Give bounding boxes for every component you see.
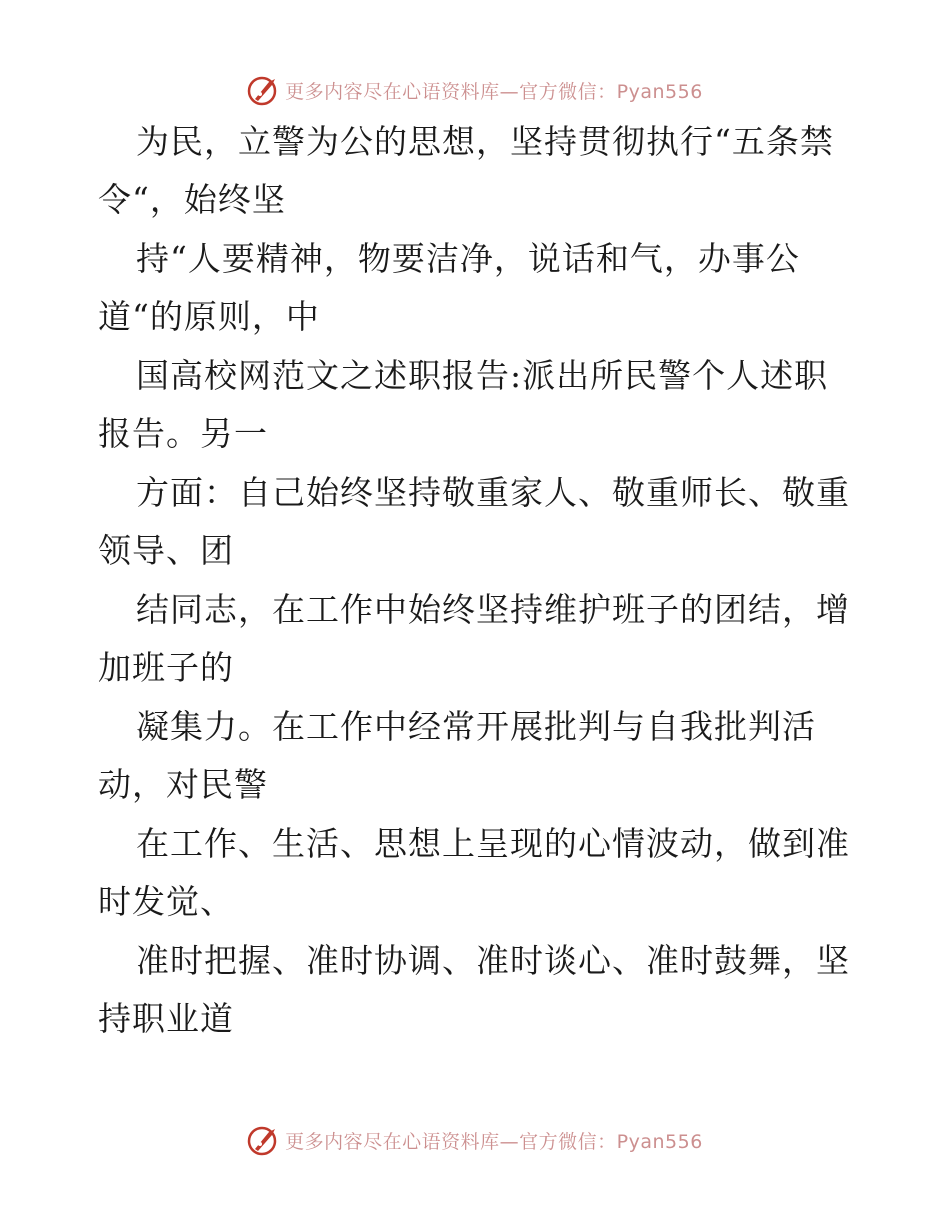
document-line: 凝集力。在工作中经常开展批判与自我批判活: [136, 707, 816, 746]
document-line: 道“的原则，中: [98, 297, 320, 336]
document-line: 准时把握、准时协调、准时谈心、准时鼓舞，坚: [136, 941, 850, 980]
document-line: 动，对民警: [98, 765, 268, 804]
document-line: 时发觉、: [98, 882, 234, 921]
pen-nib-logo-icon: [247, 1123, 281, 1157]
document-line: 结同志，在工作中始终坚持维护班子的团结，增: [136, 590, 850, 629]
document-line: 持“人要精神，物要洁净，说话和气，办事公: [136, 239, 800, 278]
document-line: 为民，立警为公的思想，坚持贯彻执行“五条禁: [136, 122, 834, 161]
document-line: 持职业道: [98, 999, 234, 1038]
document-line: 领导、团: [98, 531, 234, 570]
document-line: 加班子的: [98, 648, 234, 687]
document-line: 国高校网范文之述职报告:派出所民警个人述职: [136, 356, 829, 395]
header-banner: [0, 70, 950, 110]
document-line: 令“，始终坚: [98, 180, 286, 219]
document-line: 方面：自己始终坚持敬重家人、敬重师长、敬重: [136, 473, 850, 512]
footer-banner-text: 更多内容尽在心语资料库—官方微信：Pyan556: [285, 1130, 703, 1153]
document-line: 报告。另一: [98, 414, 268, 453]
pen-nib-logo-icon: [247, 73, 281, 107]
footer-banner: [0, 1120, 950, 1160]
document-line: 在工作、生活、思想上呈现的心情波动，做到准: [136, 824, 850, 863]
header-banner-text: 更多内容尽在心语资料库—官方微信：Pyan556: [285, 80, 703, 103]
